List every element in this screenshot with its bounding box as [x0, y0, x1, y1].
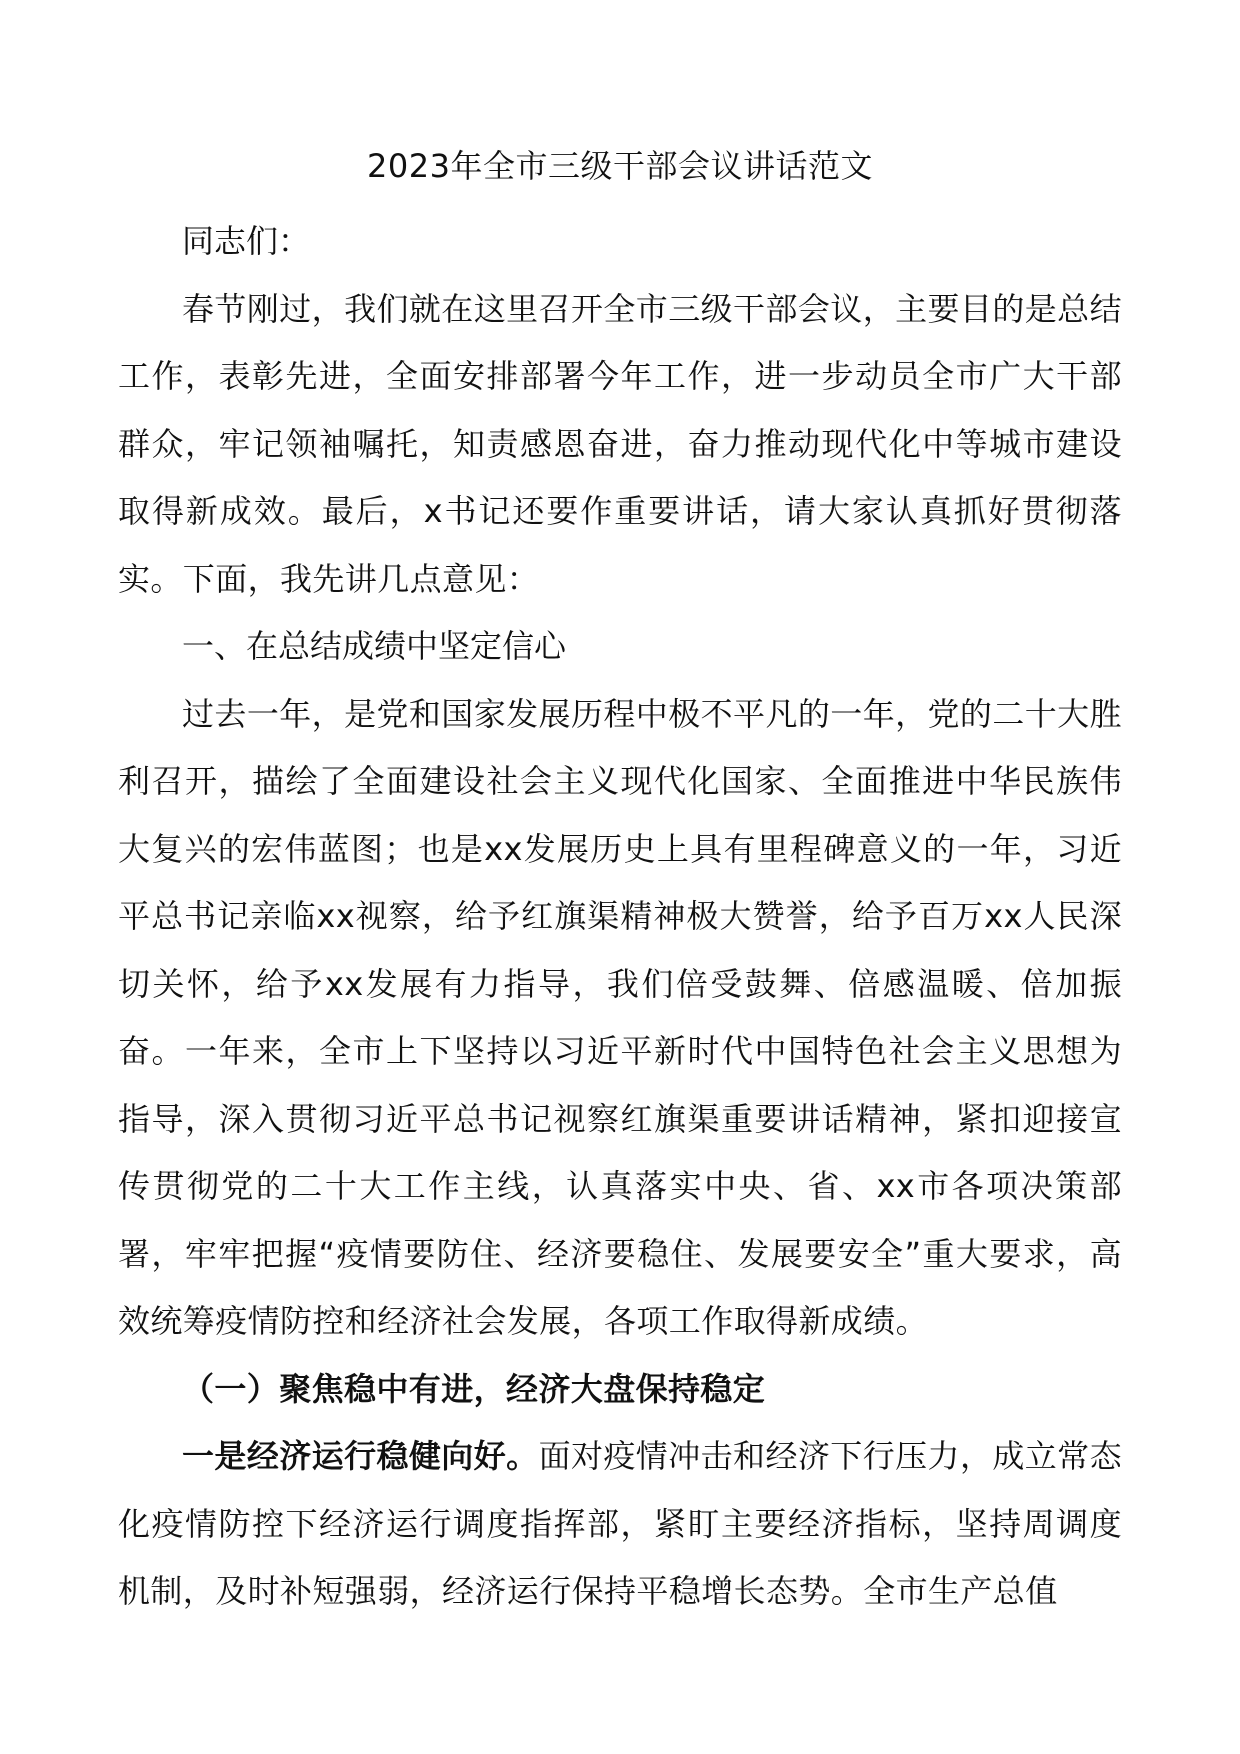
subsection1-heading: （一）聚焦稳中有进，经济大盘保持稳定 — [182, 1369, 766, 1408]
point1-paragraph — [118, 1423, 1122, 1626]
section1-heading: 一、在总结成绩中坚定信心 — [182, 627, 567, 665]
point1-body: 面对疫情冲击和经济下行压力，成立常态化疫情防控下经济运行调度指挥部，紧盯主要经济指标，坚持周调度机制，及时补短强弱，经济运行保持平稳增长态势。全市生产总值 — [118, 1437, 1123, 1610]
document-title: 2023年全市三级干部会议讲话范文 — [367, 147, 873, 185]
section1-paragraph: 过去一年，是党和国家发展历程中极不平凡的一年，党的二十大胜利召开，描绘了全面建设社会主义现代化国家、全面推进中华民族伟大复兴的宏伟蓝图；也是xx发展历史上具有里程碑意义的一年，习近平总书记亲临xx视察，给予红旗渠精神极大赞誉，给予百万xx人民深切关怀，给予xx发展有力指导，我们倍受鼓舞、倍感温暖、倍加振奋。一年来，全市上下坚持以习近平新时代中国特色社会主义思想为指导，深入贯彻习近平总书记视察红旗渠重要讲话精神，紧扣迎接宣传贯彻党的二十大工作主线，认真落实中央、省、xx市各项决策部署，牢牢把握“疫情要防住、经济要稳住、发展要安全”重大要求，高效统筹疫情防控和经济社会发展，各项工作取得新成绩。 — [118, 694, 1122, 1340]
salutation: 同志们： — [182, 222, 311, 260]
point1-lead: 一是经济运行稳健向好。 — [182, 1437, 539, 1475]
intro-paragraph: 春节刚过，我们就在这里召开全市三级干部会议，主要目的是总结工作，表彰先进，全面安排部署今年工作，进一步动员全市广大干部群众，牢记领袖嘱托，知责感恩奋进，奋力推动现代化中等城市建设取得新成效。最后，x书记还要作重要讲话，请大家认真抓好贯彻落实。下面，我先讲几点意见： — [118, 289, 1122, 598]
document-page — [118, 136, 1122, 1626]
